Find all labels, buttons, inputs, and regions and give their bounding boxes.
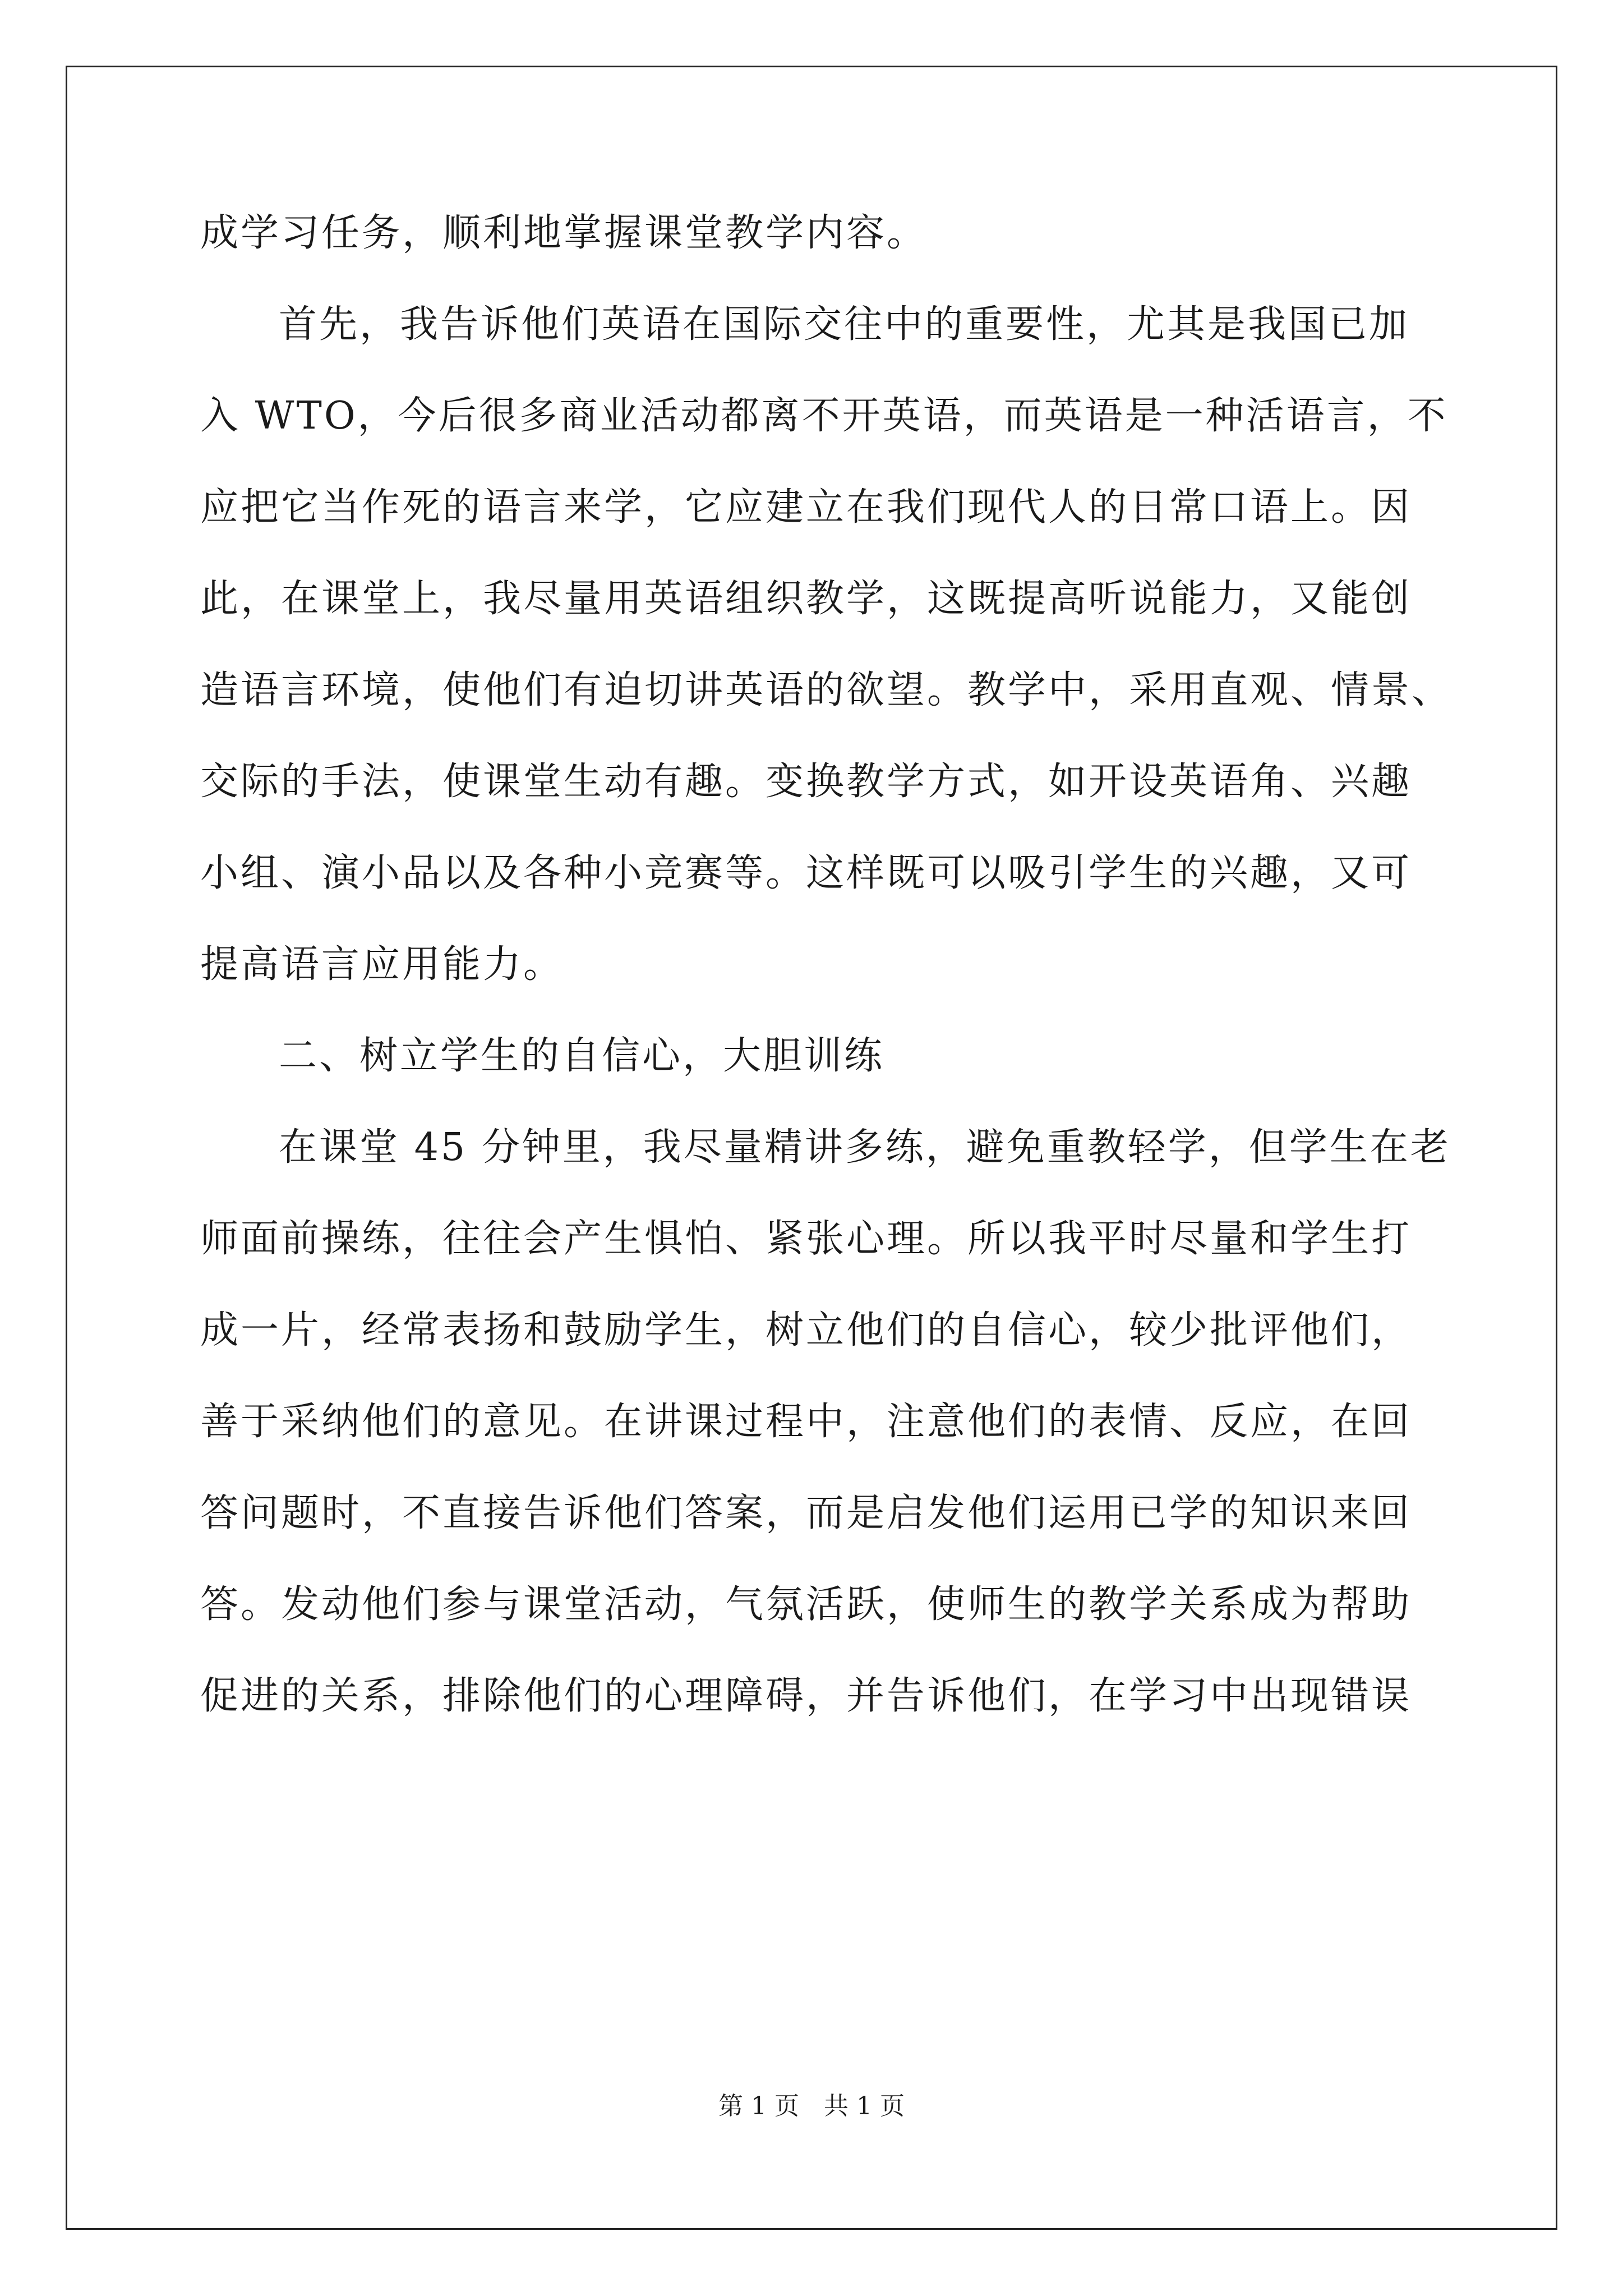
text-line: 二、树立学生的自信心，大胆训练 (279, 1034, 885, 1078)
text-line: 答。发动他们参与课堂活动，气氛活跃，使师生的教学关系成为帮助 (200, 1582, 1412, 1627)
text-line: 造语言环境，使他们有迫切讲英语的欲望。教学中，采用直观、情景、 (200, 668, 1453, 712)
text-line: 提高语言应用能力。 (200, 942, 564, 987)
text-line: 在课堂 45 分钟里，我尽量精讲多练，避免重教轻学，但学生在老 (279, 1125, 1451, 1170)
text-line: 入 WTO，今后很多商业活动都离不开英语，而英语是一种活语言，不 (200, 394, 1448, 438)
text-line: 成学习任务，顺利地掌握课堂教学内容。 (200, 211, 928, 255)
page-number: 第 1 页 共 1 页 (718, 2092, 905, 2120)
text-line: 答问题时，不直接告诉他们答案，而是启发他们运用已学的知识来回 (200, 1491, 1412, 1535)
text-line: 师面前操练，往往会产生惧怕、紧张心理。所以我平时尽量和学生打 (200, 1217, 1412, 1261)
text-line: 应把它当作死的语言来学，它应建立在我们现代人的日常口语上。因 (200, 485, 1412, 530)
text-line: 促进的关系，排除他们的心理障碍，并告诉他们，在学习中出现错误 (200, 1674, 1412, 1718)
text-line: 此，在课堂上，我尽量用英语组织教学，这既提高听说能力，又能创 (200, 577, 1412, 621)
text-line: 成一片，经常表扬和鼓励学生，树立他们的自信心，较少批评他们， (200, 1308, 1412, 1352)
text-line: 小组、演小品以及各种小竞赛等。这样既可以吸引学生的兴趣，又可 (200, 851, 1412, 895)
text-line: 交际的手法，使课堂生动有趣。变换教学方式，如开设英语角、兴趣 (200, 760, 1412, 804)
text-line: 首先，我告诉他们英语在国际交往中的重要性，尤其是我国已加 (279, 302, 1410, 347)
text-line: 善于采纳他们的意见。在讲课过程中，注意他们的表情、反应，在回 (200, 1400, 1412, 1444)
